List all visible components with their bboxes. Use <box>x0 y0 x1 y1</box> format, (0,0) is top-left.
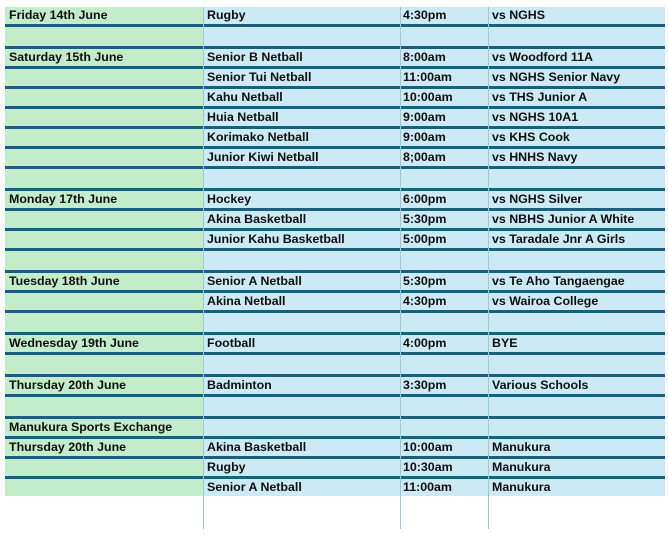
opponent-cell: vs NGHS Senior Navy <box>488 69 665 86</box>
opponent-cell: Manukura <box>488 439 665 456</box>
sport-cell: Hockey <box>203 191 400 208</box>
opponent-cell: Manukura <box>488 459 665 476</box>
spacer-row <box>5 27 665 46</box>
spacer-row <box>5 355 665 374</box>
column-divider <box>400 7 401 529</box>
time-cell: 6:00pm <box>400 191 488 208</box>
table-row <box>5 109 665 126</box>
sport-cell: Akina Netball <box>203 293 400 310</box>
table-row <box>5 439 665 456</box>
spacer-day-cell <box>5 27 203 46</box>
table-row <box>5 377 665 394</box>
sport-cell: Akina Basketball <box>203 211 400 228</box>
table-row <box>5 149 665 166</box>
time-cell: 10:00am <box>400 89 488 106</box>
sport-cell: Huia Netball <box>203 109 400 126</box>
sport-cell: Junior Kahu Basketball <box>203 231 400 248</box>
sport-cell: Junior Kiwi Netball <box>203 149 400 166</box>
spacer-detail-cell <box>203 313 665 332</box>
spacer-detail-cell <box>203 169 665 188</box>
table-row <box>5 459 665 476</box>
day-cell <box>5 129 203 146</box>
spacer-day-cell <box>5 397 203 416</box>
sport-cell: Akina Basketball <box>203 439 400 456</box>
day-cell <box>5 479 203 496</box>
day-cell: Saturday 15th June <box>5 49 203 66</box>
opponent-cell: vs THS Junior A <box>488 89 665 106</box>
spacer-row <box>5 251 665 270</box>
column-divider <box>488 7 489 529</box>
time-cell: 8;00am <box>400 149 488 166</box>
sport-cell: Senior A Netball <box>203 273 400 290</box>
spacer-detail-cell <box>203 27 665 46</box>
table-row <box>5 191 665 208</box>
spacer-day-cell <box>5 355 203 374</box>
sport-cell: Senior Tui Netball <box>203 69 400 86</box>
spacer-detail-cell <box>203 251 665 270</box>
time-cell: 5:30pm <box>400 273 488 290</box>
day-cell <box>5 109 203 126</box>
opponent-cell: vs Te Aho Tangaengae <box>488 273 665 290</box>
opponent-cell: Various Schools <box>488 377 665 394</box>
table-row <box>5 419 665 436</box>
day-cell <box>5 69 203 86</box>
opponent-cell: vs NBHS Junior A White <box>488 211 665 228</box>
spacer-day-cell <box>5 169 203 188</box>
table-row <box>5 69 665 86</box>
table-row <box>5 479 665 496</box>
sport-cell: Rugby <box>203 7 400 24</box>
time-cell: 4:00pm <box>400 335 488 352</box>
sport-cell <box>203 419 400 436</box>
opponent-cell: vs Woodford 11A <box>488 49 665 66</box>
table-row <box>5 129 665 146</box>
table-row <box>5 7 665 24</box>
day-cell: Friday 14th June <box>5 7 203 24</box>
spacer-detail-cell <box>203 397 665 416</box>
spacer-row <box>5 313 665 332</box>
spacer-row <box>5 169 665 188</box>
day-cell: Thursday 20th June <box>5 377 203 394</box>
day-cell: Monday 17th June <box>5 191 203 208</box>
day-cell <box>5 459 203 476</box>
day-cell <box>5 211 203 228</box>
time-cell: 11:00am <box>400 479 488 496</box>
day-cell: Manukura Sports Exchange <box>5 419 203 436</box>
sport-cell: Senior B Netball <box>203 49 400 66</box>
day-cell <box>5 231 203 248</box>
opponent-cell: vs Wairoa College <box>488 293 665 310</box>
table-row <box>5 89 665 106</box>
opponent-cell: vs NGHS Silver <box>488 191 665 208</box>
opponent-cell: vs NGHS <box>488 7 665 24</box>
time-cell: 4:30pm <box>400 293 488 310</box>
day-cell: Wednesday 19th June <box>5 335 203 352</box>
spacer-day-cell <box>5 313 203 332</box>
opponent-cell <box>488 419 665 436</box>
time-cell: 11:00am <box>400 69 488 86</box>
column-divider <box>203 7 204 529</box>
time-cell: 4:30pm <box>400 7 488 24</box>
spacer-day-cell <box>5 251 203 270</box>
sport-cell: Korimako Netball <box>203 129 400 146</box>
table-row <box>5 231 665 248</box>
time-cell: 10:00am <box>400 439 488 456</box>
opponent-cell: Manukura <box>488 479 665 496</box>
sport-cell: Rugby <box>203 459 400 476</box>
spacer-row <box>5 397 665 416</box>
time-cell: 10:30am <box>400 459 488 476</box>
time-cell: 3:30pm <box>400 377 488 394</box>
sport-cell: Football <box>203 335 400 352</box>
table-row <box>5 293 665 310</box>
opponent-cell: vs HNHS Navy <box>488 149 665 166</box>
table-row <box>5 273 665 290</box>
sport-cell: Kahu Netball <box>203 89 400 106</box>
sport-cell: Senior A Netball <box>203 479 400 496</box>
opponent-cell: BYE <box>488 335 665 352</box>
time-cell: 9:00am <box>400 129 488 146</box>
opponent-cell: vs Taradale Jnr A Girls <box>488 231 665 248</box>
sport-cell: Badminton <box>203 377 400 394</box>
time-cell: 5:30pm <box>400 211 488 228</box>
day-cell <box>5 149 203 166</box>
table-row <box>5 49 665 66</box>
table-row <box>5 335 665 352</box>
opponent-cell: vs NGHS 10A1 <box>488 109 665 126</box>
time-cell: 9:00am <box>400 109 488 126</box>
table-row <box>5 211 665 228</box>
time-cell <box>400 419 488 436</box>
day-cell <box>5 293 203 310</box>
day-cell <box>5 89 203 106</box>
day-cell: Thursday 20th June <box>5 439 203 456</box>
opponent-cell: vs KHS Cook <box>488 129 665 146</box>
spacer-detail-cell <box>203 355 665 374</box>
time-cell: 5:00pm <box>400 231 488 248</box>
day-cell: Tuesday 18th June <box>5 273 203 290</box>
time-cell: 8:00am <box>400 49 488 66</box>
